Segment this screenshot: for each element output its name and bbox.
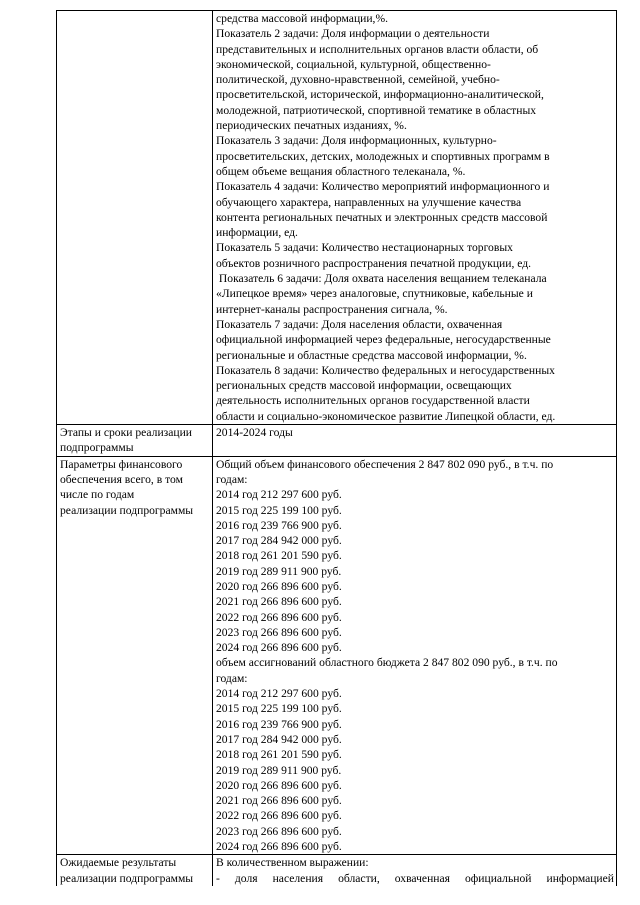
finance-budget-year: 2023 год 266 896 600 руб.	[216, 824, 342, 838]
finance-total-year: 2024 год 266 896 600 руб.	[216, 641, 342, 655]
finance-row	[57, 456, 617, 855]
indicator-text-line: периодических печатных изданиях, %.	[216, 119, 407, 133]
indicator-text-line: области и социально-экономическое развитие Липецкой области, ед.	[216, 409, 556, 423]
indicator-text-line: экономической, социальной, культурной, общественно-	[216, 57, 491, 71]
indicator-text-line: просветительской, исторической, информационно-аналитической,	[216, 88, 544, 102]
finance-budget-year: 2024 год 266 896 600 руб.	[216, 840, 342, 854]
finance-budget-year: 2015 год 225 199 100 руб.	[216, 702, 342, 716]
indicator-text-line: региональные и областные средства массовой информации, %.	[216, 348, 527, 362]
finance-total-year: 2023 год 266 896 600 руб.	[216, 625, 342, 639]
indicator-text-line: информации, ед.	[216, 226, 298, 240]
indicator-text-line: общем объеме вещания областного телеканала, %.	[216, 164, 466, 178]
indicator-text-line: Показатель 2 задачи: Доля информации о деятельности	[216, 27, 490, 41]
indicators-row	[57, 11, 617, 425]
results-label-line: Ожидаемые результаты	[60, 856, 177, 870]
finance-budget-year: 2016 год 239 766 900 руб.	[216, 717, 342, 731]
stages-row	[57, 425, 617, 457]
indicator-text-line: обучающего характера, направленных на улучшение качества	[216, 195, 522, 209]
indicator-text-line: Показатель 4 задачи: Количество мероприятий информационного и	[216, 180, 550, 194]
finance-value-cell	[213, 456, 617, 855]
indicators-label-cell	[57, 11, 213, 425]
indicator-text-line: деятельность исполнительных органов государственной власти	[216, 394, 530, 408]
indicator-text-line: интернет-каналы распространения сигнала, %.	[216, 302, 448, 316]
finance-total-year: 2015 год 225 199 100 руб.	[216, 503, 342, 517]
finance-total-line: Общий объем финансового обеспечения 2 847 802 090 руб., в т.ч. по	[216, 457, 554, 471]
finance-total-line: годам:	[216, 472, 248, 486]
indicator-text-line: Показатель 8 задачи: Количество федеральных и негосударственных	[216, 363, 555, 377]
finance-total-year: 2014 год 212 297 600 руб.	[216, 488, 342, 502]
indicator-text-line: представительных и исполнительных органов власти области, об	[216, 42, 539, 56]
indicator-text-line: молодежной, патриотической, спортивной тематике в областных	[216, 103, 537, 117]
finance-budget-year: 2020 год 266 896 600 руб.	[216, 778, 342, 792]
finance-label-line: Параметры финансового	[60, 457, 183, 471]
indicator-text-line: средства массовой информации,%.	[216, 12, 389, 25]
finance-total-year: 2020 год 266 896 600 руб.	[216, 579, 342, 593]
finance-budget-year: 2018 год 261 201 590 руб.	[216, 748, 342, 762]
finance-budget-year: 2021 год 266 896 600 руб.	[216, 794, 342, 808]
results-row	[57, 855, 617, 886]
indicator-text-line: политической, духовно-нравственной, семейной, учебно-	[216, 73, 500, 87]
finance-budget-year: 2022 год 266 896 600 руб.	[216, 809, 342, 823]
indicator-text-line: просветительских, детских, молодежных и спортивных программ в	[216, 149, 550, 163]
stages-label-cell	[57, 425, 213, 457]
finance-label-line: реализации подпрограммы	[60, 503, 194, 517]
finance-label-line: числе по годам	[60, 488, 135, 502]
stages-value-cell	[213, 425, 617, 457]
results-value-line: - доля населения области, охваченная официальной информацией	[216, 871, 614, 885]
finance-label-line: обеспечения всего, в том	[60, 472, 183, 486]
results-label-line: реализации подпрограммы	[60, 871, 194, 885]
finance-budget-line: годам:	[216, 671, 248, 685]
results-value-line: В количественном выражении:	[216, 856, 369, 870]
indicator-text-line: Показатель 5 задачи: Количество нестационарных торговых	[216, 241, 513, 255]
indicators-value-cell	[213, 11, 617, 425]
finance-total-year: 2016 год 239 766 900 руб.	[216, 518, 342, 532]
indicator-text-line: Показатель 6 задачи: Доля охвата населения вещанием телеканала	[216, 272, 547, 286]
results-value-cell	[213, 855, 617, 886]
indicator-text-line: региональных средств массовой информации, освещающих	[216, 379, 512, 393]
stages-label-line: подпрограммы	[60, 441, 134, 455]
finance-budget-line: объем ассигнований областного бюджета 2 847 802 090 руб., в т.ч. по	[216, 656, 558, 670]
finance-budget-year: 2014 год 212 297 600 руб.	[216, 687, 342, 701]
finance-total-year: 2018 год 261 201 590 руб.	[216, 549, 342, 563]
finance-total-year: 2019 год 289 911 900 руб.	[216, 564, 342, 578]
stages-value: 2014-2024 годы	[216, 426, 293, 440]
stages-label-line: Этапы и сроки реализации	[60, 426, 192, 440]
finance-budget-year: 2017 год 284 942 000 руб.	[216, 732, 342, 746]
indicator-text-line: Показатель 7 задачи: Доля населения области, охваченная	[216, 317, 503, 331]
passport-table	[56, 10, 617, 886]
indicator-text-line: официальной информацией через федеральные, негосударственные	[216, 333, 551, 347]
finance-total-year: 2022 год 266 896 600 руб.	[216, 610, 342, 624]
finance-total-year: 2017 год 284 942 000 руб.	[216, 534, 342, 548]
indicator-text-line: Показатель 3 задачи: Доля информационных, культурно-	[216, 134, 497, 148]
finance-total-year: 2021 год 266 896 600 руб.	[216, 595, 342, 609]
indicator-text-line: «Липецкое время» через аналоговые, спутниковые, кабельные и	[216, 287, 533, 301]
indicator-text-line: контента региональных печатных и электронных средств массовой	[216, 210, 548, 224]
finance-label-cell	[57, 456, 213, 855]
indicator-text-line: объектов розничного распространения печатной продукции, ед.	[216, 256, 532, 270]
finance-budget-year: 2019 год 289 911 900 руб.	[216, 763, 342, 777]
results-label-cell	[57, 855, 213, 886]
